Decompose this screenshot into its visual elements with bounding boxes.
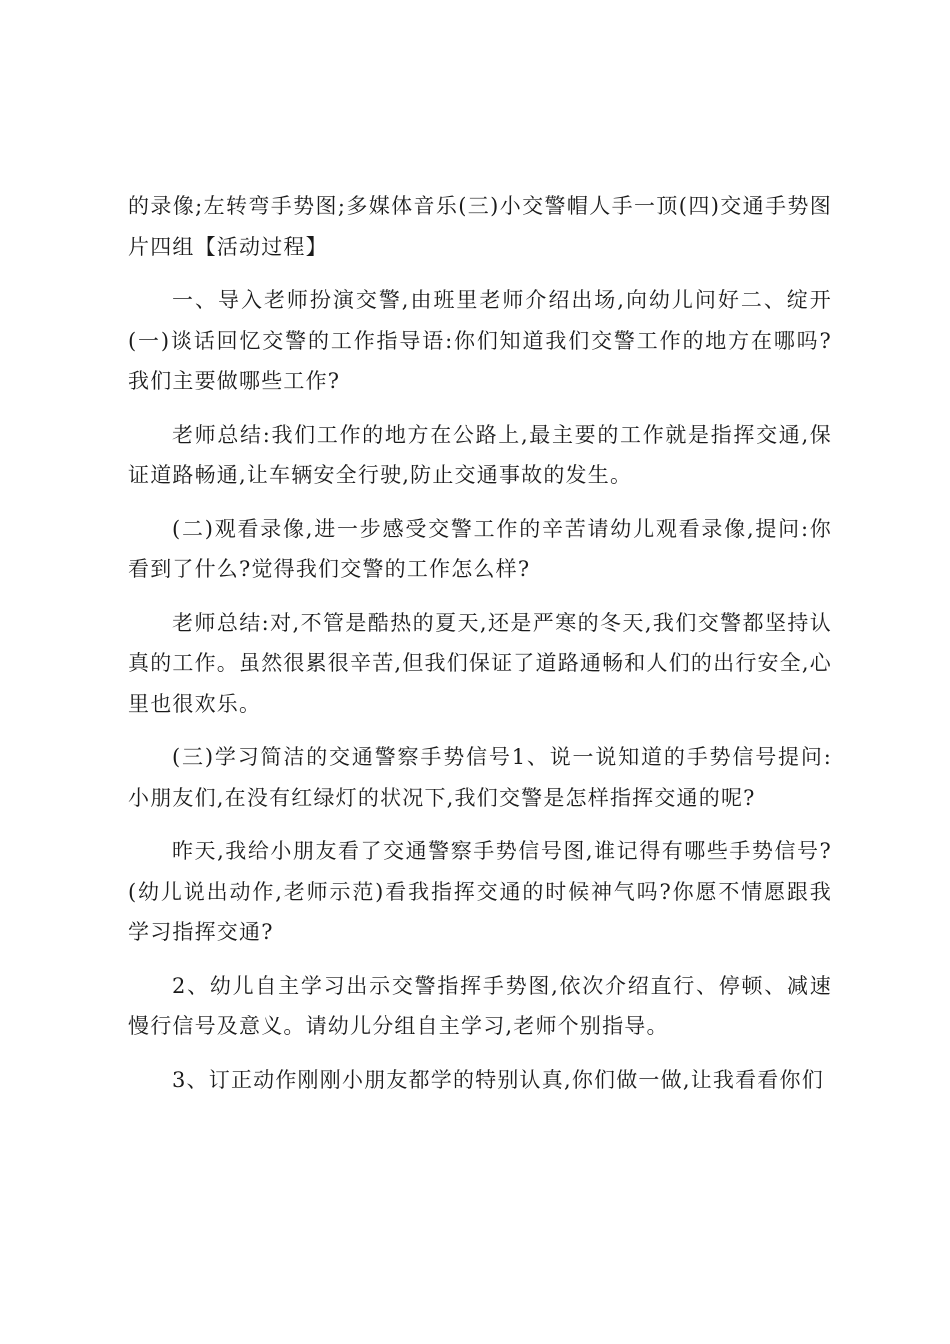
paragraph: 的录像;左转弯手势图;多媒体音乐(三)小交警帽人手一顶(四)交通手势图片四组【活动过程】 <box>128 194 832 259</box>
paragraph: 老师总结:对,不管是酷热的夏天,还是严寒的冬天,我们交警都坚持认真的工作。虽然很累很辛苦,但我们保证了道路通畅和人们的出行安全,心里也很欢乐。 <box>128 610 832 716</box>
paragraph: (二)观看录像,进一步感受交警工作的辛苦请幼儿观看录像,提问:你看到了什么?觉得我们交警的工作怎么样? <box>128 516 832 581</box>
paragraph: (三)学习简洁的交通警察手势信号1、说一说知道的手势信号提问:小朋友们,在没有红绿灯的状况下,我们交警是怎样指挥交通的呢? <box>128 745 832 810</box>
paragraph: 昨天,我给小朋友看了交通警察手势信号图,谁记得有哪些手势信号?(幼儿说出动作,老师示范)看我指挥交通的时候神气吗?你愿不情愿跟我学习指挥交通? <box>128 839 832 944</box>
document-body <box>128 186 832 1113</box>
paragraph: 3、订正动作刚刚小朋友都学的特别认真,你们做一做,让我看看你们 <box>172 1067 824 1092</box>
paragraph: 一、导入老师扮演交警,由班里老师介绍出场,向幼儿问好二、绽开(一)谈话回忆交警的工作指导语:你们知道我们交警工作的地方在哪吗?我们主要做哪些工作? <box>128 288 832 393</box>
paragraph: 老师总结:我们工作的地方在公路上,最主要的工作就是指挥交通,保证道路畅通,让车辆安全行驶,防止交通事故的发生。 <box>128 422 832 487</box>
paragraph: 2、幼儿自主学习出示交警指挥手势图,依次介绍直行、停顿、减速慢行信号及意义。请幼儿分组自主学习,老师个别指导。 <box>128 973 832 1038</box>
